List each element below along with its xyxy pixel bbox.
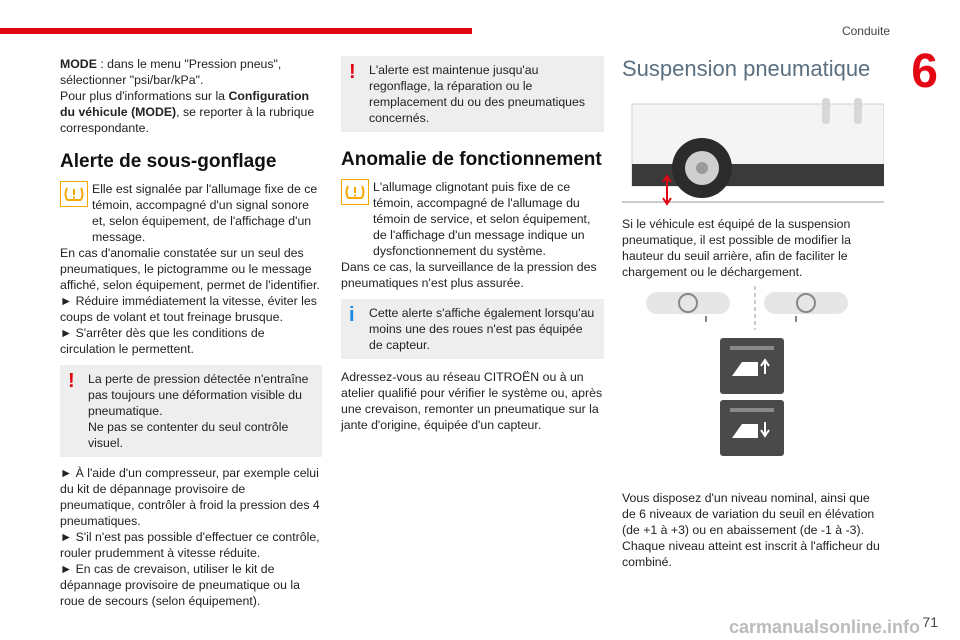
- monitoring-paragraph: Dans ce cas, la surveillance de la pression des pneumatiques n'est plus assurée.: [341, 260, 597, 290]
- bullet-drive-carefully: ► S'il n'est pas possible d'effectuer ce contrôle, rouler prudemment à vitesse réduite.: [60, 530, 320, 560]
- bullet-stop: ► S'arrêter dès que les conditions de circulation le permettent.: [60, 326, 265, 356]
- header-accent-bar: [0, 28, 472, 34]
- exclamation-icon: !: [349, 61, 356, 83]
- column-left: [60, 56, 322, 609]
- column-middle: [341, 56, 604, 433]
- bullet-compressor: ► À l'aide d'un compresseur, par exemple celui du kit de dépannage provisoire de pneumatique, contrôler à froid la pression des 4 pneumatiques.: [60, 466, 320, 528]
- air-suspension-paragraph: Si le véhicule est équipé de la suspension pneumatique, il est possible de modifier la hauteur du seuil arrière, afin de faciliter le chargement ou le déchargement.: [622, 217, 851, 279]
- bullet-reduce-speed: ► Réduire immédiatement la vitesse, éviter les coups de volant et tout freinage brusque.: [60, 294, 317, 324]
- config-link: Configuration du véhicule (MODE): [60, 89, 310, 119]
- suspension-controls-illustration: [622, 286, 884, 476]
- mode-bold: MODE: [60, 57, 97, 71]
- van-rear-illustration: [622, 94, 884, 206]
- exclamation-icon: !: [68, 370, 75, 392]
- warning-text: Elle est signalée par l'allumage fixe de ce témoin, accompagné d'un signal sonore et, selon équipement, de l'affichage d'un message.: [92, 182, 318, 244]
- section-title: Conduite: [841, 24, 890, 38]
- note-pressure-loss: ! La perte de pression détectée n'entraîne pas toujours une déformation visible du pneumatique. Ne pas se contenter du seul contrôle visuel.: [60, 365, 322, 457]
- levels-paragraph: Vous disposez d'un niveau nominal, ainsi que de 6 niveaux de variation du seuil en élévation (de +1 à +3) ou en abaissement (de -1 à -3). Chaque niveau atteint est inscrit à l'afficheur du combiné.: [622, 491, 880, 569]
- tire-pressure-warning-icon: [60, 181, 88, 207]
- info-note: i Cette alerte s'affiche également lorsqu'au moins une des roues n'est pas équipée de capteur.: [341, 299, 604, 359]
- warning-block: [341, 179, 604, 259]
- mode-paragraph: [60, 56, 322, 88]
- page-number: 71: [922, 614, 938, 630]
- column-right: [622, 56, 884, 570]
- watermark: carmanualsonline.info: [728, 617, 920, 637]
- mode-text: : dans le menu "Pression pneus", sélectionner "psi/bar/kPa".: [60, 57, 282, 87]
- config-paragraph: Pour plus d'informations sur la Configuration du véhicule (MODE), se reporter à la rubrique correspondante.: [60, 89, 315, 135]
- dealer-paragraph: Adressez-vous au réseau CITROËN ou à un atelier qualifié pour vérifier le système ou, après une crevaison, remonter un pneumatique sur la jante d'origine, équipée d'un capteur.: [341, 370, 603, 432]
- heading-malfunction: Anomalie de fonctionnement: [341, 149, 602, 170]
- note-alert-maintained: ! L'alerte est maintenue jusqu'au regonflage, la réparation ou le remplacement du ou des pneumatiques concernés.: [341, 56, 604, 132]
- info-icon: i: [349, 304, 355, 326]
- heading-underinflation: Alerte de sous-gonflage: [60, 151, 277, 172]
- anomaly-paragraph: En cas d'anomalie constatée sur un seul des pneumatiques, le pictogramme ou le message affiché, selon équipement, permet de l'identifier.: [60, 246, 320, 292]
- title-air-suspension: Suspension pneumatique: [622, 56, 871, 81]
- warning-block: [60, 181, 322, 245]
- tire-pressure-warning-icon: [341, 179, 369, 205]
- chapter-number: 6: [911, 45, 938, 98]
- warning-text: L'allumage clignotant puis fixe de ce témoin, accompagné de l'allumage du témoin de service, et selon équipement, de l'affichage d'un message indique un dysfonctionnement du système.: [373, 180, 591, 258]
- bullet-puncture: ► En cas de crevaison, utiliser le kit de dépannage provisoire de pneumatique ou la roue de secours (selon équipement).: [60, 562, 300, 608]
